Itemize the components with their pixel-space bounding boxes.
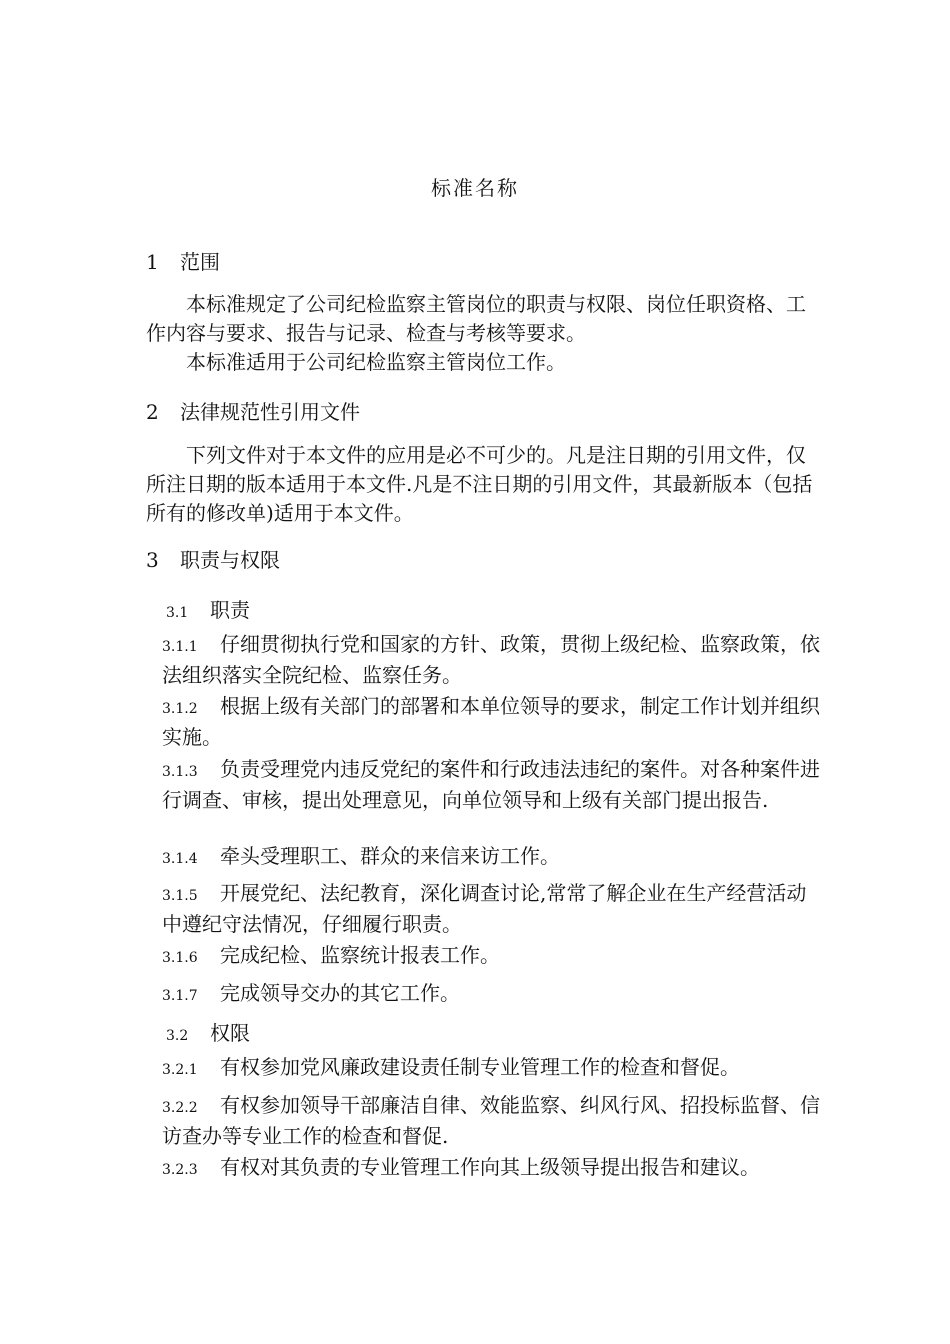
list-item xyxy=(162,1053,822,1084)
paragraph: 本标准规定了公司纪检监察主管岗位的职责与权限、岗位任职资格、工作内容与要求、报告与记录、检查与考核等要求。 xyxy=(146,292,806,345)
section-2-heading xyxy=(146,396,360,425)
list-item xyxy=(162,755,822,814)
list-item xyxy=(162,979,822,1010)
item-text: 有权参加领导干部廉洁自律、效能监察、纠风行风、招投标监督、信访查办等专业工作的检查和督促. xyxy=(162,1093,820,1148)
item-number: 3.1.4 xyxy=(162,851,198,867)
list-item xyxy=(162,879,822,938)
subsection-number: 3.1 xyxy=(166,605,189,621)
item-text: 开展党纪、法纪教育，深化调查讨论,常常了解企业在生产经营活动中遵纪守法情况，仔细履行职责。 xyxy=(162,881,807,936)
paragraph: 本标准适用于公司纪检监察主管岗位工作。 xyxy=(186,350,566,374)
item-number: 3.1.3 xyxy=(162,764,198,780)
item-number: 3.2.1 xyxy=(162,1062,198,1078)
subsection-title: 权限 xyxy=(210,1021,250,1045)
item-number: 3.1.5 xyxy=(162,888,198,904)
item-number: 3.1.7 xyxy=(162,988,198,1004)
subsection-3-2-heading xyxy=(166,1017,250,1046)
item-text: 完成领导交办的其它工作。 xyxy=(220,981,460,1005)
subsection-number: 3.2 xyxy=(166,1028,189,1044)
section-title: 范围 xyxy=(180,250,220,274)
item-text: 完成纪检、监察统计报表工作。 xyxy=(220,943,500,967)
item-text: 牵头受理职工、群众的来信来访工作。 xyxy=(220,844,560,868)
item-number: 3.1.6 xyxy=(162,950,198,966)
subsection-3-1-heading xyxy=(166,594,250,623)
list-item xyxy=(162,941,822,972)
paragraph: 下列文件对于本文件的应用是必不可少的。凡是注日期的引用文件，仅所注日期的版本适用于本文件.凡是不注日期的引用文件，其最新版本（包括所有的修改单)适用于本文件。 xyxy=(146,443,813,525)
item-text: 根据上级有关部门的部署和本单位领导的要求，制定工作计划并组织实施。 xyxy=(162,694,820,749)
list-item xyxy=(162,1091,822,1150)
document-title: 标准名称 xyxy=(431,176,519,200)
section-number: 2 xyxy=(146,400,159,424)
list-item xyxy=(162,630,822,689)
list-item xyxy=(162,1153,822,1184)
item-text: 有权参加党风廉政建设责任制专业管理工作的检查和督促。 xyxy=(220,1055,740,1079)
item-number: 3.2.3 xyxy=(162,1162,198,1178)
section-title: 法律规范性引用文件 xyxy=(180,400,360,424)
section-1-heading xyxy=(146,246,220,275)
item-number: 3.2.2 xyxy=(162,1100,198,1116)
list-item xyxy=(162,692,822,751)
item-text: 有权对其负责的专业管理工作向其上级领导提出报告和建议。 xyxy=(220,1155,760,1179)
item-number: 3.1.2 xyxy=(162,701,198,717)
section-title: 职责与权限 xyxy=(180,548,280,572)
section-3-heading xyxy=(146,544,280,573)
list-item xyxy=(162,842,822,873)
item-text: 负责受理党内违反党纪的案件和行政违法违纪的案件。对各种案件进行调查、审核，提出处理意见，向单位领导和上级有关部门提出报告. xyxy=(162,757,820,812)
subsection-title: 职责 xyxy=(210,598,250,622)
item-number: 3.1.1 xyxy=(162,639,198,655)
section-number: 1 xyxy=(146,250,159,274)
item-text: 仔细贯彻执行党和国家的方针、政策，贯彻上级纪检、监察政策，依法组织落实全院纪检、监察任务。 xyxy=(162,632,820,687)
section-number: 3 xyxy=(146,548,159,572)
